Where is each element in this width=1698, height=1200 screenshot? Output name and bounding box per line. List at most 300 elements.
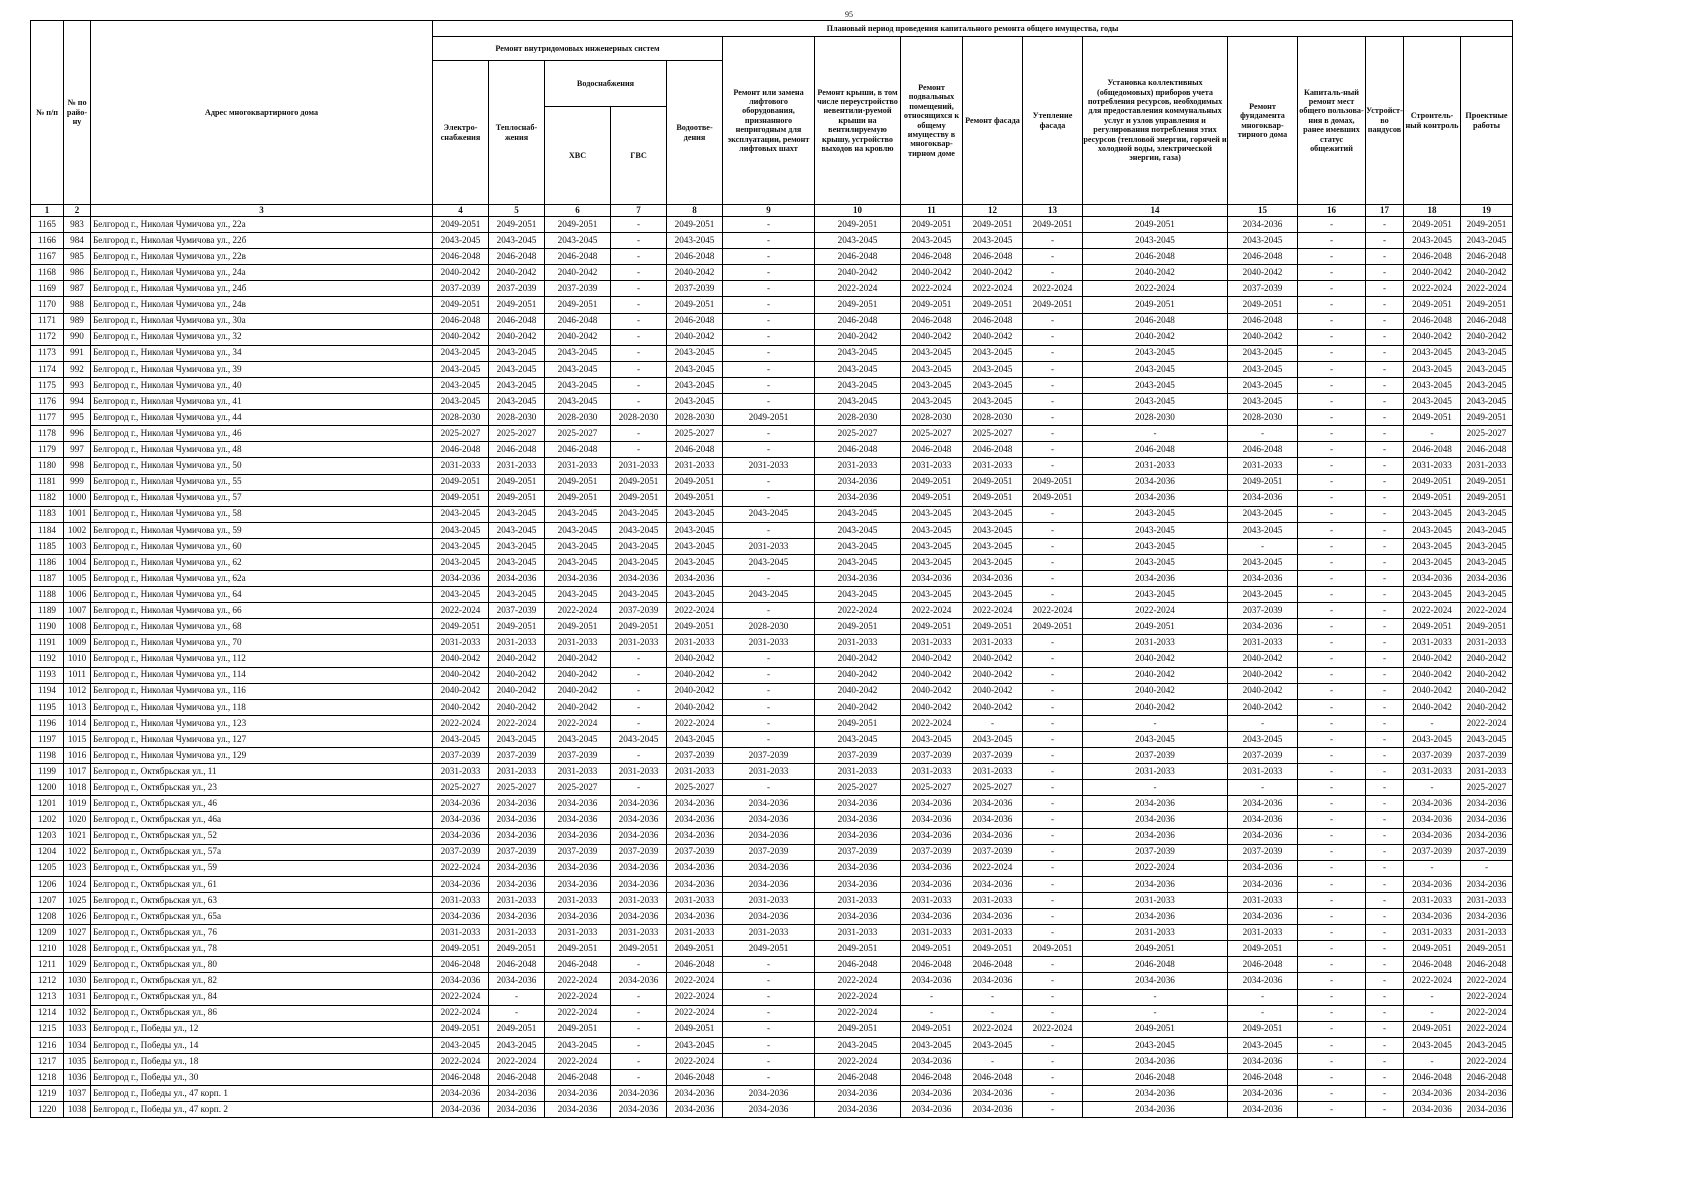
period-cell: 2049-2051 [963, 217, 1023, 233]
row-number-cell: 1206 [31, 876, 64, 892]
period-cell: 2043-2045 [433, 732, 489, 748]
period-cell: 2043-2045 [433, 506, 489, 522]
period-cell: - [723, 249, 815, 265]
period-cell: - [611, 233, 667, 249]
row-number-cell: 1207 [31, 892, 64, 908]
period-cell: 2049-2051 [963, 619, 1023, 635]
period-cell: 2049-2051 [1404, 1021, 1461, 1037]
period-cell: 2049-2051 [667, 1021, 723, 1037]
period-cell: - [1023, 538, 1083, 554]
period-cell: 2034-2036 [901, 1053, 963, 1069]
period-cell: - [1298, 233, 1366, 249]
period-cell: - [901, 989, 963, 1005]
period-cell: - [723, 345, 815, 361]
row-number-cell: 1188 [31, 587, 64, 603]
period-cell: - [1083, 426, 1228, 442]
period-cell: 2049-2051 [723, 410, 815, 426]
period-cell: 2037-2039 [1228, 748, 1298, 764]
period-cell: - [1404, 780, 1461, 796]
period-cell: 2034-2036 [611, 909, 667, 925]
table-row [31, 667, 1513, 683]
table-row [31, 1021, 1513, 1037]
period-cell: - [611, 1069, 667, 1085]
period-cell: 2049-2051 [1404, 410, 1461, 426]
period-cell: - [1366, 796, 1404, 812]
row-number-cell: 1170 [31, 297, 64, 313]
period-cell: - [1366, 490, 1404, 506]
row-number-cell: 1165 [31, 217, 64, 233]
period-cell: - [1366, 281, 1404, 297]
address-cell: Белгород г., Николая Чумичова ул., 44 [91, 410, 433, 426]
period-cell: - [1023, 426, 1083, 442]
period-cell: 2049-2051 [611, 474, 667, 490]
period-cell: 2043-2045 [1228, 345, 1298, 361]
period-cell: 2043-2045 [489, 522, 545, 538]
period-cell: 2049-2051 [489, 490, 545, 506]
table-row [31, 812, 1513, 828]
period-cell: 2049-2051 [667, 490, 723, 506]
period-cell: 2043-2045 [815, 361, 901, 377]
period-cell: 2049-2051 [611, 941, 667, 957]
period-cell: 2046-2048 [1228, 442, 1298, 458]
period-cell: 2028-2030 [1228, 410, 1298, 426]
period-cell: 2043-2045 [1404, 361, 1461, 377]
period-cell: - [1228, 989, 1298, 1005]
period-cell: - [611, 217, 667, 233]
period-cell: 2043-2045 [1404, 233, 1461, 249]
period-cell: 2043-2045 [1083, 345, 1228, 361]
period-cell: - [1298, 812, 1366, 828]
period-cell: - [1404, 426, 1461, 442]
period-cell: 2031-2033 [1461, 635, 1513, 651]
period-cell: 2031-2033 [667, 458, 723, 474]
header-basement: Ремонт подвальных помещений, относящихся к общему имуществу в многоквар-тирном доме [901, 37, 963, 205]
period-cell: 2034-2036 [723, 876, 815, 892]
period-cell: - [723, 1053, 815, 1069]
period-cell: 2031-2033 [723, 892, 815, 908]
district-number-cell: 1012 [64, 683, 91, 699]
period-cell: 2049-2051 [667, 941, 723, 957]
period-cell: - [1023, 249, 1083, 265]
period-cell: 2049-2051 [1023, 941, 1083, 957]
table-row [31, 217, 1513, 233]
period-cell: - [1366, 1021, 1404, 1037]
address-cell: Белгород г., Николая Чумичова ул., 40 [91, 377, 433, 393]
period-cell: 2037-2039 [815, 844, 901, 860]
row-number-cell: 1205 [31, 860, 64, 876]
district-number-cell: 999 [64, 474, 91, 490]
row-number-cell: 1186 [31, 554, 64, 570]
period-cell: 2022-2024 [815, 603, 901, 619]
period-cell: 2034-2036 [433, 1102, 489, 1118]
district-number-cell: 1025 [64, 892, 91, 908]
period-cell: 2043-2045 [1461, 587, 1513, 603]
period-cell: 2049-2051 [611, 490, 667, 506]
period-cell: 2043-2045 [1083, 377, 1228, 393]
district-number-cell: 1000 [64, 490, 91, 506]
period-cell: - [723, 699, 815, 715]
period-cell: 2043-2045 [963, 394, 1023, 410]
row-number-cell: 1177 [31, 410, 64, 426]
address-cell: Белгород г., Николая Чумичова ул., 34 [91, 345, 433, 361]
header-num: № п/п [31, 21, 64, 205]
period-cell: 2043-2045 [901, 732, 963, 748]
period-cell: 2043-2045 [545, 394, 611, 410]
period-cell: 2025-2027 [1461, 780, 1513, 796]
period-cell: 2043-2045 [815, 732, 901, 748]
period-cell: 2046-2048 [963, 442, 1023, 458]
period-cell: - [723, 474, 815, 490]
period-cell: - [1298, 1102, 1366, 1118]
address-cell: Белгород г., Октябрьская ул., 46 [91, 796, 433, 812]
period-cell: 2046-2048 [1404, 442, 1461, 458]
period-cell: 2037-2039 [545, 748, 611, 764]
period-cell: 2040-2042 [1228, 683, 1298, 699]
period-cell: - [1366, 522, 1404, 538]
period-cell: 2034-2036 [723, 860, 815, 876]
period-cell: 2046-2048 [667, 957, 723, 973]
header-drainage: Водоотве-дения [667, 61, 723, 205]
period-cell: - [1366, 748, 1404, 764]
period-cell: 2049-2051 [1404, 941, 1461, 957]
table-row [31, 909, 1513, 925]
period-cell: - [1366, 410, 1404, 426]
period-cell: 2043-2045 [433, 394, 489, 410]
period-cell: 2046-2048 [433, 313, 489, 329]
period-cell: 2049-2051 [1083, 297, 1228, 313]
district-number-cell: 1029 [64, 957, 91, 973]
period-cell: 2037-2039 [667, 281, 723, 297]
row-number-cell: 1191 [31, 635, 64, 651]
period-cell: 2049-2051 [815, 715, 901, 731]
period-cell: 2049-2051 [815, 619, 901, 635]
period-cell: 2022-2024 [1461, 1005, 1513, 1021]
period-cell: 2046-2048 [1083, 442, 1228, 458]
period-cell: - [1023, 506, 1083, 522]
row-number-cell: 1169 [31, 281, 64, 297]
period-cell: 2025-2027 [433, 780, 489, 796]
period-cell: 2046-2048 [901, 442, 963, 458]
period-cell: 2043-2045 [1083, 538, 1228, 554]
period-cell: 2049-2051 [815, 217, 901, 233]
period-cell: - [1366, 1102, 1404, 1118]
period-cell: 2040-2042 [433, 683, 489, 699]
period-cell: 2034-2036 [963, 1086, 1023, 1102]
period-cell: 2040-2042 [667, 651, 723, 667]
period-cell: - [1461, 860, 1513, 876]
period-cell: 2040-2042 [815, 699, 901, 715]
period-cell: - [1366, 603, 1404, 619]
period-cell: 2022-2024 [1461, 603, 1513, 619]
period-cell: 2034-2036 [1461, 571, 1513, 587]
period-cell: - [1298, 764, 1366, 780]
period-cell: 2034-2036 [545, 796, 611, 812]
period-cell: 2043-2045 [723, 506, 815, 522]
period-cell: 2031-2033 [815, 764, 901, 780]
period-cell: 2040-2042 [545, 329, 611, 345]
district-number-cell: 1027 [64, 925, 91, 941]
period-cell: 2037-2039 [545, 281, 611, 297]
period-cell: 2031-2033 [963, 458, 1023, 474]
period-cell: 2031-2033 [433, 925, 489, 941]
district-number-cell: 1038 [64, 1102, 91, 1118]
period-cell: 2025-2027 [963, 426, 1023, 442]
address-cell: Белгород г., Октябрьская ул., 84 [91, 989, 433, 1005]
period-cell: - [1023, 442, 1083, 458]
row-number-cell: 1200 [31, 780, 64, 796]
column-number: 18 [1404, 205, 1461, 217]
period-cell: - [1298, 442, 1366, 458]
column-number: 1 [31, 205, 64, 217]
table-row [31, 345, 1513, 361]
period-cell: - [611, 667, 667, 683]
period-cell: 2043-2045 [901, 377, 963, 393]
period-cell: 2031-2033 [1404, 458, 1461, 474]
period-cell: 2034-2036 [1083, 571, 1228, 587]
period-cell: 2034-2036 [1404, 909, 1461, 925]
period-cell: 2034-2036 [1228, 828, 1298, 844]
period-cell: 2022-2024 [489, 715, 545, 731]
period-cell: 2022-2024 [1461, 1021, 1513, 1037]
period-cell: 2034-2036 [433, 876, 489, 892]
table-row [31, 603, 1513, 619]
period-cell: - [1023, 732, 1083, 748]
period-cell: 2040-2042 [489, 699, 545, 715]
period-cell: 2034-2036 [1228, 1053, 1298, 1069]
period-cell: 2043-2045 [433, 1037, 489, 1053]
period-cell: 2034-2036 [1083, 909, 1228, 925]
period-cell: 2034-2036 [1461, 796, 1513, 812]
period-cell: 2034-2036 [489, 909, 545, 925]
period-cell: - [1298, 925, 1366, 941]
row-number-cell: 1190 [31, 619, 64, 635]
column-number: 5 [489, 205, 545, 217]
period-cell: 2037-2039 [815, 748, 901, 764]
period-cell: 2022-2024 [901, 603, 963, 619]
district-number-cell: 1031 [64, 989, 91, 1005]
period-cell: 2022-2024 [667, 603, 723, 619]
district-number-cell: 1016 [64, 748, 91, 764]
column-number: 4 [433, 205, 489, 217]
period-cell: 2040-2042 [901, 683, 963, 699]
period-cell: 2034-2036 [1228, 909, 1298, 925]
table-row [31, 989, 1513, 1005]
table-row [31, 748, 1513, 764]
period-cell: - [611, 265, 667, 281]
district-number-cell: 1019 [64, 796, 91, 812]
period-cell: 2040-2042 [901, 265, 963, 281]
period-cell: 2028-2030 [667, 410, 723, 426]
period-cell: 2046-2048 [667, 442, 723, 458]
period-cell: 2031-2033 [1228, 925, 1298, 941]
period-cell: - [1298, 796, 1366, 812]
period-cell: - [1298, 217, 1366, 233]
period-cell: 2034-2036 [433, 1086, 489, 1102]
period-cell: 2037-2039 [901, 844, 963, 860]
period-cell: 2034-2036 [1461, 812, 1513, 828]
district-number-cell: 1020 [64, 812, 91, 828]
period-cell: 2037-2039 [901, 748, 963, 764]
period-cell: 2031-2033 [433, 458, 489, 474]
header-meters: Установка коллективных (общедомовых) приборов учета потребления ресурсов, необходимых для предоставления коммунальных услуг и узлов управления и регулирования потребления этих ресурсов (тепловой энергии, горячей и холодной воды, электрической энергии, газа) [1083, 37, 1228, 205]
period-cell: 2037-2039 [1461, 844, 1513, 860]
period-cell: 2022-2024 [545, 989, 611, 1005]
period-cell: 2049-2051 [723, 941, 815, 957]
period-cell: 2031-2033 [815, 925, 901, 941]
period-cell: 2049-2051 [1083, 619, 1228, 635]
row-number-cell: 1183 [31, 506, 64, 522]
period-cell: 2028-2030 [723, 619, 815, 635]
period-cell: - [611, 297, 667, 313]
address-cell: Белгород г., Октябрьская ул., 65а [91, 909, 433, 925]
period-cell: 2043-2045 [545, 538, 611, 554]
period-cell: 2046-2048 [1228, 249, 1298, 265]
address-cell: Белгород г., Николая Чумичова ул., 22а [91, 217, 433, 233]
row-number-cell: 1172 [31, 329, 64, 345]
period-cell: 2025-2027 [667, 426, 723, 442]
period-cell: 2022-2024 [433, 860, 489, 876]
period-cell: 2034-2036 [611, 1102, 667, 1118]
period-cell: 2031-2033 [1083, 925, 1228, 941]
period-cell: 2049-2051 [1404, 217, 1461, 233]
period-cell: - [1228, 1005, 1298, 1021]
period-cell: 2040-2042 [1228, 699, 1298, 715]
period-cell: 2034-2036 [489, 860, 545, 876]
period-cell: 2043-2045 [1404, 732, 1461, 748]
period-cell: 2031-2033 [723, 458, 815, 474]
period-cell: 2040-2042 [815, 651, 901, 667]
period-cell: 2049-2051 [545, 490, 611, 506]
period-cell: 2028-2030 [1083, 410, 1228, 426]
period-cell: 2043-2045 [611, 732, 667, 748]
period-cell: 2043-2045 [1461, 233, 1513, 249]
header-lift: Ремонт или замена лифтового оборудования, признанного непригодным для эксплуатации, ремонт лифтовых шахт [723, 37, 815, 205]
period-cell: 2034-2036 [489, 828, 545, 844]
period-cell: 2043-2045 [815, 233, 901, 249]
period-cell: 2049-2051 [667, 619, 723, 635]
row-number-cell: 1216 [31, 1037, 64, 1053]
period-cell: 2034-2036 [901, 796, 963, 812]
header-design-works: Проектные работы [1461, 37, 1513, 205]
period-cell: - [1083, 989, 1228, 1005]
period-cell: 2046-2048 [815, 249, 901, 265]
column-number: 2 [64, 205, 91, 217]
period-cell: - [1366, 249, 1404, 265]
address-cell: Белгород г., Октябрьская ул., 63 [91, 892, 433, 908]
period-cell: 2043-2045 [433, 361, 489, 377]
period-cell: 2040-2042 [1461, 667, 1513, 683]
period-cell: 2049-2051 [1461, 490, 1513, 506]
period-cell: - [1023, 394, 1083, 410]
period-cell: 2031-2033 [489, 892, 545, 908]
table-row [31, 361, 1513, 377]
period-cell: 2025-2027 [815, 426, 901, 442]
period-cell: - [1298, 329, 1366, 345]
period-cell: - [611, 345, 667, 361]
period-cell: - [1298, 1021, 1366, 1037]
period-cell: - [1366, 1037, 1404, 1053]
period-cell: 2046-2048 [545, 957, 611, 973]
period-cell: - [1023, 313, 1083, 329]
period-cell: 2034-2036 [901, 1086, 963, 1102]
period-cell: 2040-2042 [1228, 651, 1298, 667]
period-cell: 2043-2045 [901, 394, 963, 410]
period-cell: 2043-2045 [1404, 377, 1461, 393]
period-cell: 2049-2051 [1461, 941, 1513, 957]
period-cell: - [723, 1021, 815, 1037]
period-cell: 2046-2048 [433, 442, 489, 458]
period-cell: 2034-2036 [489, 1102, 545, 1118]
period-cell: - [1366, 812, 1404, 828]
capital-repair-table [30, 20, 1513, 1118]
period-cell: - [1366, 909, 1404, 925]
period-cell: - [1404, 715, 1461, 731]
period-cell: 2043-2045 [963, 554, 1023, 570]
period-cell: - [723, 442, 815, 458]
column-number: 13 [1023, 205, 1083, 217]
period-cell: 2034-2036 [1461, 828, 1513, 844]
period-cell: - [1298, 361, 1366, 377]
period-cell: 2043-2045 [963, 506, 1023, 522]
period-cell: - [1023, 587, 1083, 603]
district-number-cell: 989 [64, 313, 91, 329]
period-cell: 2043-2045 [723, 554, 815, 570]
period-cell: - [611, 715, 667, 731]
period-cell: - [1404, 1005, 1461, 1021]
period-cell: 2025-2027 [815, 780, 901, 796]
period-cell: 2034-2036 [1083, 1086, 1228, 1102]
period-cell: - [1023, 329, 1083, 345]
period-cell: 2046-2048 [489, 249, 545, 265]
period-cell: 2034-2036 [611, 860, 667, 876]
period-cell: 2037-2039 [433, 748, 489, 764]
period-cell: 2043-2045 [1461, 538, 1513, 554]
period-cell: 2043-2045 [1228, 377, 1298, 393]
period-cell: 2043-2045 [815, 554, 901, 570]
period-cell: 2031-2033 [489, 925, 545, 941]
period-cell: 2034-2036 [723, 812, 815, 828]
district-number-cell: 1011 [64, 667, 91, 683]
period-cell: - [1023, 957, 1083, 973]
period-cell: - [611, 377, 667, 393]
period-cell: - [1298, 635, 1366, 651]
header-dormitory: Капиталь-ный ремонт мест общего пользова-ния в домах, ранее имевших статус общежитий [1298, 37, 1366, 205]
district-number-cell: 1037 [64, 1086, 91, 1102]
period-cell: 2043-2045 [901, 345, 963, 361]
period-cell: 2049-2051 [901, 1021, 963, 1037]
period-cell: 2022-2024 [963, 1021, 1023, 1037]
period-cell: - [1366, 297, 1404, 313]
period-cell: 2034-2036 [1083, 876, 1228, 892]
period-cell: - [1023, 796, 1083, 812]
period-cell: 2043-2045 [433, 538, 489, 554]
period-cell: 2043-2045 [433, 345, 489, 361]
period-cell: 2040-2042 [433, 667, 489, 683]
row-number-cell: 1199 [31, 764, 64, 780]
table-row [31, 233, 1513, 249]
period-cell: 2046-2048 [1228, 313, 1298, 329]
period-cell: - [1298, 490, 1366, 506]
period-cell: - [1366, 1005, 1404, 1021]
period-cell: 2034-2036 [1461, 876, 1513, 892]
period-cell: 2034-2036 [815, 474, 901, 490]
period-cell: - [1023, 571, 1083, 587]
period-cell: 2034-2036 [489, 876, 545, 892]
period-cell: - [1298, 1086, 1366, 1102]
period-cell: - [1298, 603, 1366, 619]
period-cell: 2022-2024 [667, 989, 723, 1005]
period-cell: 2049-2051 [1404, 490, 1461, 506]
